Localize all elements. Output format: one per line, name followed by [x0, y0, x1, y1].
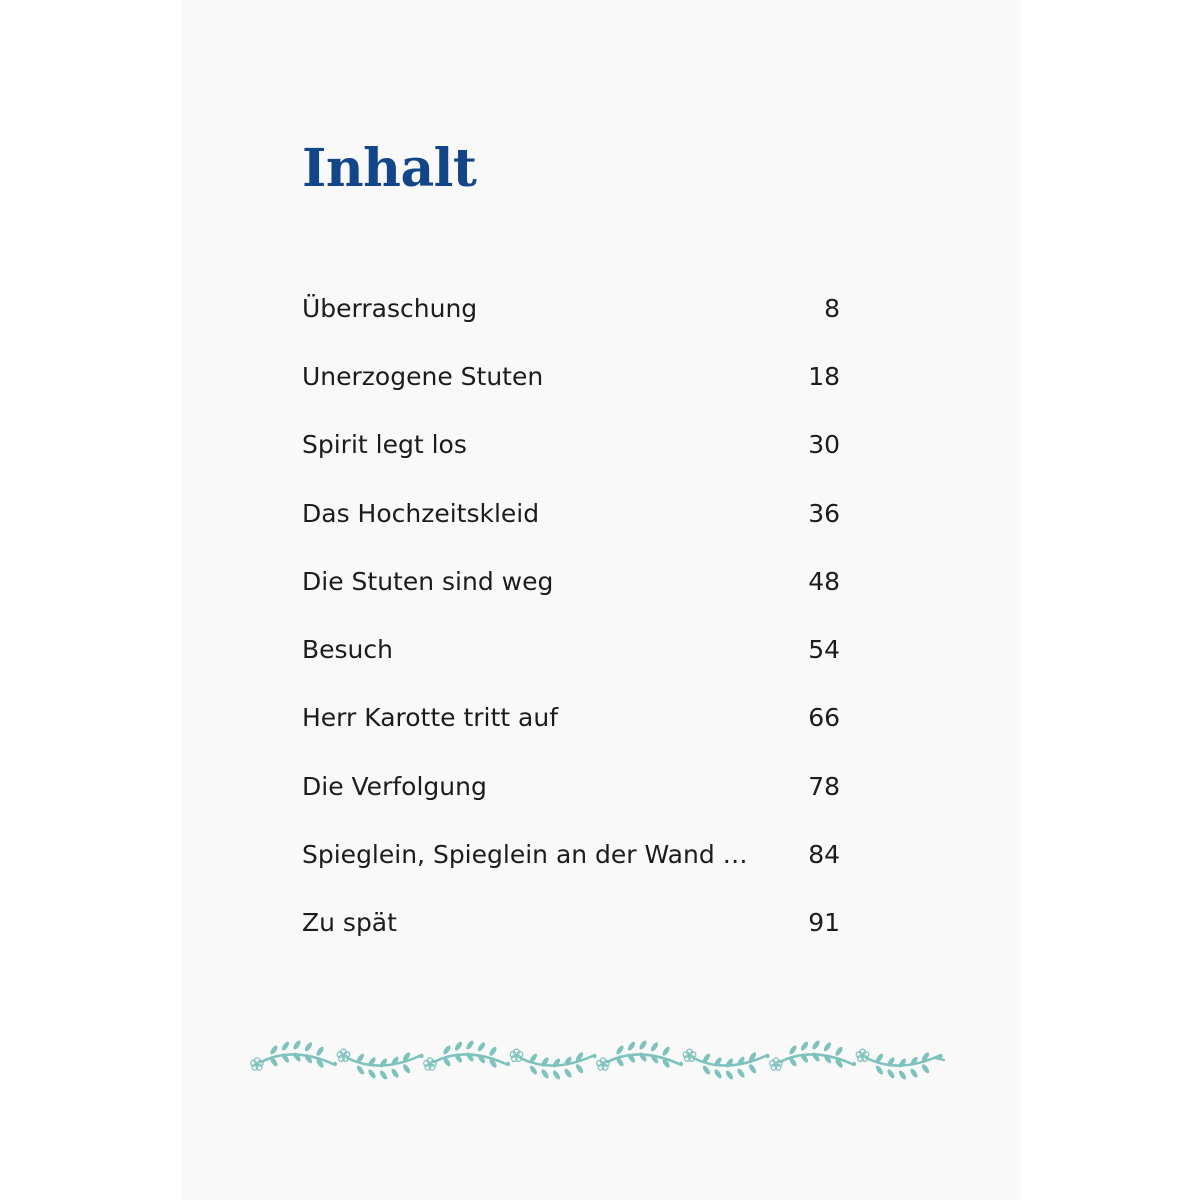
toc-entry: [302, 547, 840, 615]
toc-entry: [302, 889, 840, 957]
toc-entry: [302, 479, 840, 547]
toc-entry: [302, 752, 840, 820]
toc-entry-page: 78: [808, 771, 840, 801]
toc-entry-title: Zu spät: [302, 908, 397, 938]
toc-entry-title: Spieglein, Spieglein an der Wand …: [302, 840, 748, 870]
toc-entry-title: Die Stuten sind weg: [302, 566, 554, 596]
toc-entry-page: 66: [808, 703, 840, 733]
toc-entry-title: Besuch: [302, 635, 393, 665]
toc-entry-page: 48: [808, 566, 840, 596]
toc-entry-title: Das Hochzeitskleid: [302, 498, 540, 528]
toc-entry-page: 8: [824, 293, 840, 323]
table-of-contents: [302, 274, 840, 957]
toc-entry-title: Spirit legt los: [302, 430, 467, 460]
page-title: Inhalt: [302, 138, 477, 199]
toc-entry: [302, 274, 840, 342]
toc-entry-page: 30: [808, 430, 840, 460]
toc-entry-title: Die Verfolgung: [302, 771, 487, 801]
toc-entry: [302, 820, 840, 888]
toc-entry: [302, 342, 840, 410]
toc-entry-title: Unerzogene Stuten: [302, 361, 544, 391]
toc-entry-title: Herr Karotte tritt auf: [302, 703, 559, 733]
toc-entry-page: 18: [808, 361, 840, 391]
toc-entry: [302, 684, 840, 752]
toc-entry: [302, 411, 840, 479]
toc-entry-page: 36: [808, 498, 840, 528]
toc-entry-page: 84: [808, 840, 840, 870]
toc-entry: [302, 615, 840, 683]
toc-entry-page: 54: [808, 635, 840, 665]
floral-vine-border-icon: [247, 1030, 947, 1094]
toc-entry-title: Überraschung: [302, 293, 478, 323]
toc-entry-page: 91: [808, 908, 840, 938]
book-page: [181, 0, 1021, 1200]
